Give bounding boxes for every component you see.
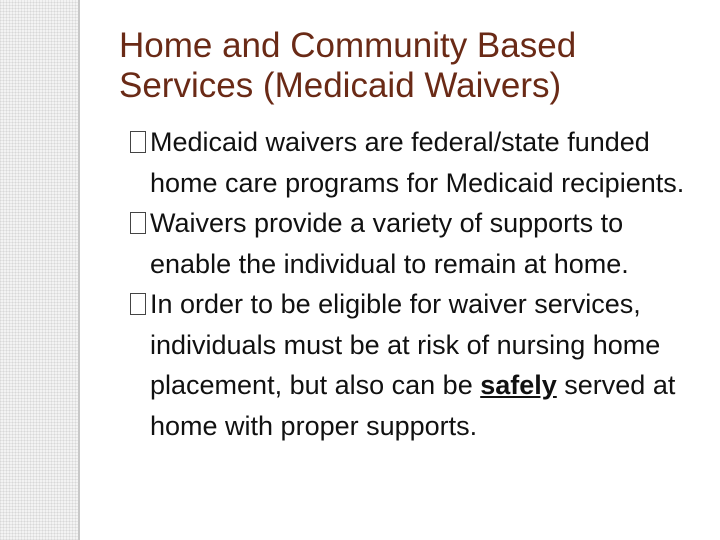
bullet-text-start: In order to be eligible for waiver services, individuals must be at risk of nursing home placement, but also can be [150, 289, 661, 400]
bullet-box-icon [130, 293, 146, 315]
slide-title: Home and Community Based Services (Medicaid Waivers) [119, 26, 577, 105]
bullet-box-icon [130, 131, 146, 153]
bullet-text: Medicaid waivers are federal/state funded home care programs for Medicaid recipients. [150, 127, 685, 198]
bullet-item [130, 122, 705, 203]
bullet-item [130, 203, 705, 284]
stripe-divider-line [78, 0, 80, 540]
bullet-text: Waivers provide a variety of supports to enable the individual to remain at home. [150, 208, 629, 279]
bullet-box-icon [130, 212, 146, 234]
bullet-text-end: served at home with proper supports. [150, 370, 676, 441]
bullet-list [130, 122, 705, 446]
emphasized-word: safely [480, 370, 557, 400]
decorative-side-stripe [0, 0, 78, 540]
bullet-item [130, 284, 705, 446]
